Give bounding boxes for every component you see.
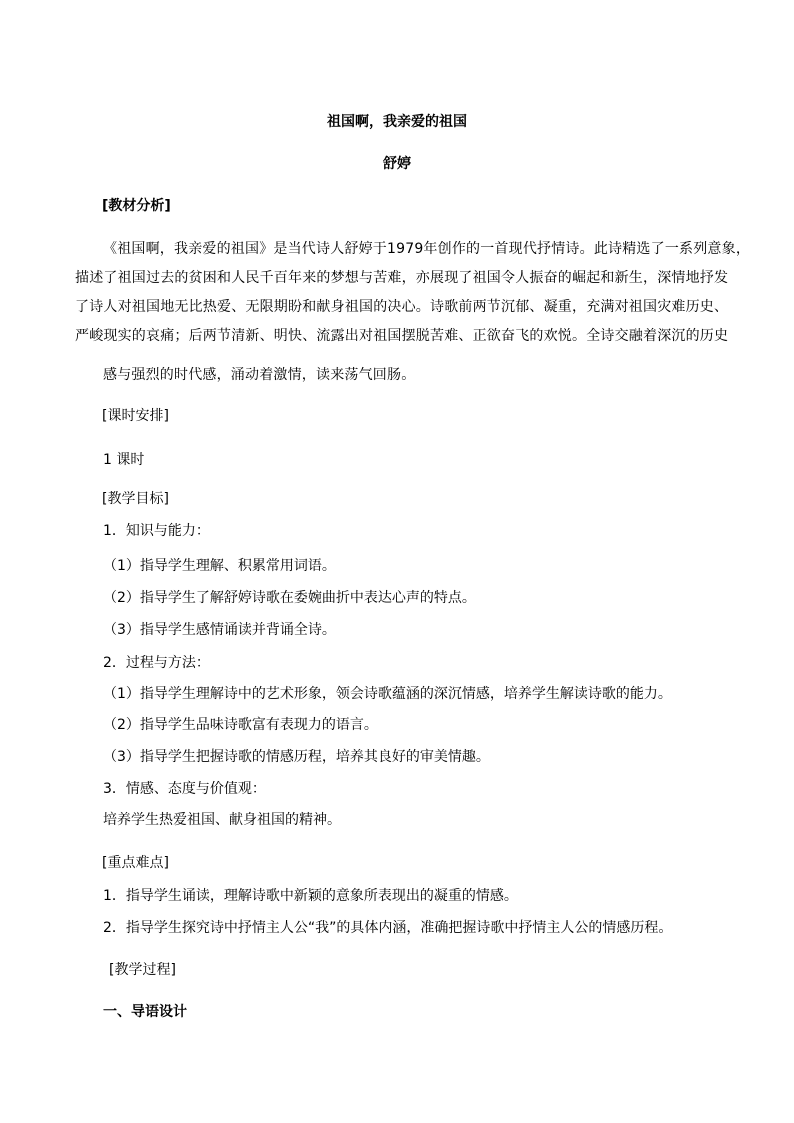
goal2-item: （3）指导学生把握诗歌的情感历程，培养其良好的审美情趣。 [103,749,490,765]
goal2-item: （1）指导学生理解诗中的艺术形象，领会诗歌蕴涵的深沉情感，培养学生解读诗歌的能力。 [103,686,672,702]
schedule-value: 1 课时 [103,452,145,468]
analysis-line: 感与强烈的时代感，涌动着激情，读来荡气回肠。 [103,367,416,383]
document-title: 祖国啊，我亲爱的祖国 [327,114,467,130]
goal1-title: 1．知识与能力： [103,523,210,539]
goal2-item: （2）指导学生品味诗歌富有表现力的语言。 [103,717,378,733]
analysis-heading: [教材分析] [102,198,171,214]
goal1-item: （1）指导学生理解、积累常用词语。 [103,558,336,574]
keypoints-heading: [重点难点] [102,855,169,871]
part1-heading: 一、导语设计 [103,1004,187,1020]
goal1-item: （2）指导学生了解舒婷诗歌在委婉曲折中表达心声的特点。 [103,590,476,606]
analysis-line: 《祖国啊，我亲爱的祖国》是当代诗人舒婷于1979年创作的一首现代抒情诗。此诗精选了一系列意象， [103,241,751,257]
analysis-line: 严峻现实的哀痛；后两节清新、明快、流露出对祖国摆脱苦难、正欲奋飞的欢悦。全诗交融着深沉的历史 [75,328,729,344]
keypoints-item: 2．指导学生探究诗中抒情主人公“我”的具体内涵，准确把握诗歌中抒情主人公的情感历程。 [103,920,673,936]
goal2-title: 2．过程与方法： [103,655,210,671]
analysis-line: 描述了祖国过去的贫困和人民千百年来的梦想与苦难，亦展现了祖国令人振奋的崛起和新生，深情地抒发 [75,270,729,286]
goal1-item: （3）指导学生感情诵读并背诵全诗。 [103,622,336,638]
schedule-heading: [课时安排] [102,408,169,424]
analysis-line: 了诗人对祖国地无比热爱、无限期盼和献身祖国的决心。诗歌前两节沉郁、凝重，充满对祖国灾难历史、 [75,299,729,315]
document-author: 舒婷 [383,156,411,172]
keypoints-item: 1．指导学生诵读，理解诗歌中新颖的意象所表现出的凝重的情感。 [103,888,518,904]
goal3-title: 3．情感、态度与价值观： [103,781,266,797]
goals-heading: [教学目标] [102,491,169,507]
process-heading: [教学过程] [109,962,176,978]
goal3-text: 培养学生热爱祖国、献身祖国的精神。 [103,812,341,828]
